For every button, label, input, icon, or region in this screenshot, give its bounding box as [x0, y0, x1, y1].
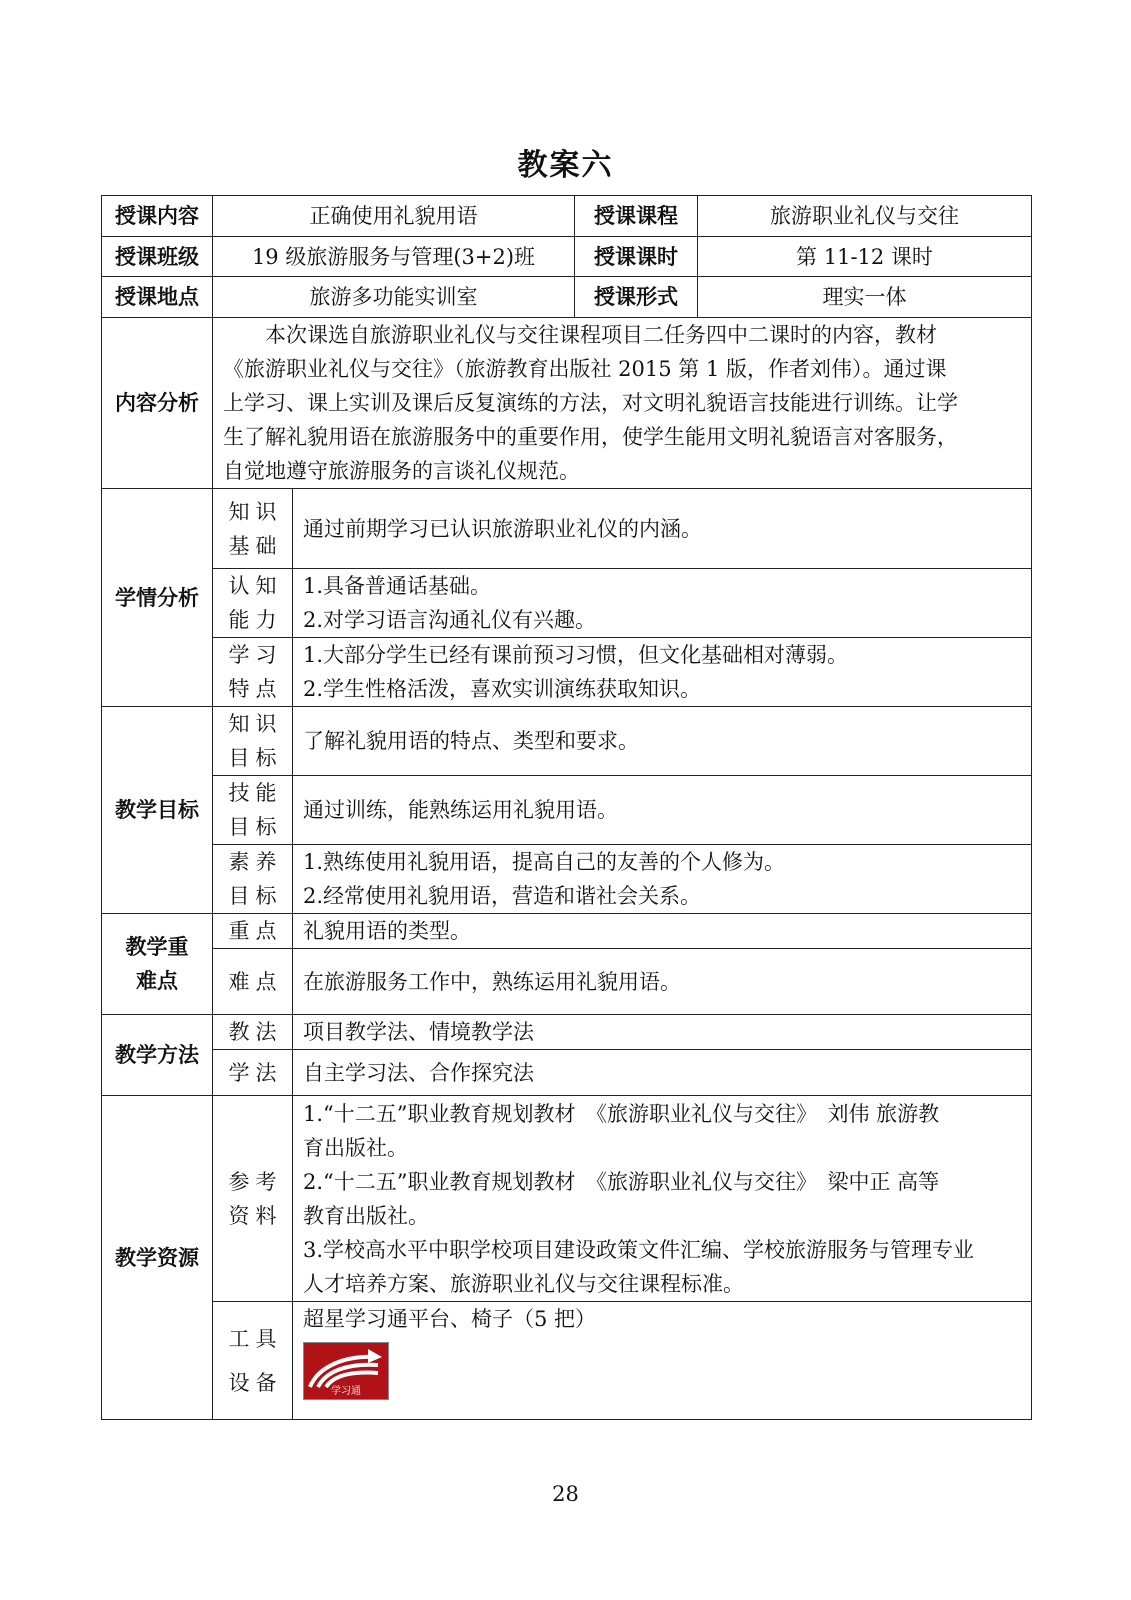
xuexitong-logo-icon: [303, 1342, 389, 1400]
learning-method-text: 自主学习法、合作探究法: [293, 1050, 1032, 1096]
key-point-text: 礼貌用语的类型。: [293, 914, 1032, 949]
learner-traits-text: 1.大部分学生已经有课前预习习惯，但文化基础相对薄弱。 2.学生性格活泼，喜欢实训演练获取知识。: [293, 638, 1032, 707]
sub-tools: 工具 设备: [213, 1302, 293, 1420]
row-learner-traits: [102, 638, 1032, 707]
value-class: 19 级旅游服务与管理(3+2)班: [213, 237, 575, 277]
learner-cognitive-text: 1.具备普通话基础。 2.对学习语言沟通礼仪有兴趣。: [293, 569, 1032, 638]
sub-teaching-method: 教法: [213, 1015, 293, 1050]
row-learning-method: [102, 1050, 1032, 1096]
label-format: 授课形式: [575, 277, 698, 318]
row-learner-cognitive: [102, 569, 1032, 638]
analysis-line: 生了解礼貌用语在旅游服务中的重要作用，使学生能用文明礼貌语言对客服务，: [223, 425, 958, 449]
analysis-line: 自觉地遵守旅游服务的言谈礼仪规范。: [223, 459, 580, 483]
row-content-analysis: [102, 318, 1032, 489]
label-teaching-resources: 教学资源: [102, 1096, 213, 1420]
analysis-line: 本次课选自旅游职业礼仪与交往课程项目二任务四中二课时的内容，教材: [223, 323, 937, 347]
label-content: 授课内容: [102, 196, 213, 237]
sub-references: 参考 资料: [213, 1096, 293, 1302]
learner-knowledge-text: 通过前期学习已认识旅游职业礼仪的内涵。: [293, 489, 1032, 569]
logo-caption: 学习通: [331, 1386, 361, 1397]
label-teaching-methods: 教学方法: [102, 1015, 213, 1096]
label-hours: 授课课时: [575, 237, 698, 277]
row-place: [102, 277, 1032, 318]
label-course: 授课课程: [575, 196, 698, 237]
row-goal-literacy: [102, 845, 1032, 914]
sub-knowledge-base: 知识 基础: [213, 489, 293, 569]
label-class: 授课班级: [102, 237, 213, 277]
sub-difficult-point: 难点: [213, 949, 293, 1015]
tools-cell: [293, 1302, 1032, 1420]
sub-knowledge-goal: 知识 目标: [213, 707, 293, 776]
value-format: 理实一体: [698, 277, 1032, 318]
goal-literacy-text: 1.熟练使用礼貌用语，提高自己的友善的个人修为。 2.经常使用礼貌用语，营造和谐社会关系。: [293, 845, 1032, 914]
difficult-point-text: 在旅游服务工作中，熟练运用礼貌用语。: [293, 949, 1032, 1015]
sub-learning-traits: 学习 特点: [213, 638, 293, 707]
row-learner-knowledge: [102, 489, 1032, 569]
lesson-plan-table: [101, 195, 1032, 1420]
value-content: 正确使用礼貌用语: [213, 196, 575, 237]
sub-literacy-goal: 素养 目标: [213, 845, 293, 914]
label-place: 授课地点: [102, 277, 213, 318]
row-goal-knowledge: [102, 707, 1032, 776]
label-content-analysis: 内容分析: [102, 318, 213, 489]
label-learner-analysis: 学情分析: [102, 489, 213, 707]
page-number: 28: [552, 1482, 579, 1506]
value-hours: 第 11-12 课时: [698, 237, 1032, 277]
tools-text: 超星学习通平台、椅子（5 把）: [303, 1307, 597, 1331]
row-tools: [102, 1302, 1032, 1420]
row-content: [102, 196, 1032, 237]
sub-cognitive-ability: 认知 能力: [213, 569, 293, 638]
references-text: 1.“十二五”职业教育规划教材 《旅游职业礼仪与交往》 刘伟 旅游教 育出版社。 2.“十二五”职业教育规划教材 《旅游职业礼仪与交往》 梁中正 高等 教育出版社。 3.学校高水平中职学校项目建设政策文件汇编、学校旅游服务与管理专业 人才培养方案、旅游职业礼仪与交往课程标准。: [293, 1096, 1032, 1302]
row-difficult-point: [102, 949, 1032, 1015]
sub-skill-goal: 技能 目标: [213, 776, 293, 845]
value-place: 旅游多功能实训室: [213, 277, 575, 318]
row-teaching-method: [102, 1015, 1032, 1050]
analysis-line: 《旅游职业礼仪与交往》（旅游教育出版社 2015 第 1 版，作者刘伟）。通过课: [223, 357, 947, 381]
row-goal-skill: [102, 776, 1032, 845]
row-class: [102, 237, 1032, 277]
sub-key-point: 重点: [213, 914, 293, 949]
row-references: [102, 1096, 1032, 1302]
goal-knowledge-text: 了解礼貌用语的特点、类型和要求。: [293, 707, 1032, 776]
label-teaching-goals: 教学目标: [102, 707, 213, 914]
page-title: 教案六: [517, 148, 614, 183]
sub-learning-method: 学法: [213, 1050, 293, 1096]
label-key-difficult: 教学重 难点: [102, 914, 213, 1015]
content-analysis-text: [213, 318, 1032, 489]
goal-skill-text: 通过训练，能熟练运用礼貌用语。: [293, 776, 1032, 845]
value-course: 旅游职业礼仪与交往: [698, 196, 1032, 237]
teaching-method-text: 项目教学法、情境教学法: [293, 1015, 1032, 1050]
row-key-point: [102, 914, 1032, 949]
analysis-line: 上学习、课上实训及课后反复演练的方法，对文明礼貌语言技能进行训练。让学: [223, 391, 958, 415]
